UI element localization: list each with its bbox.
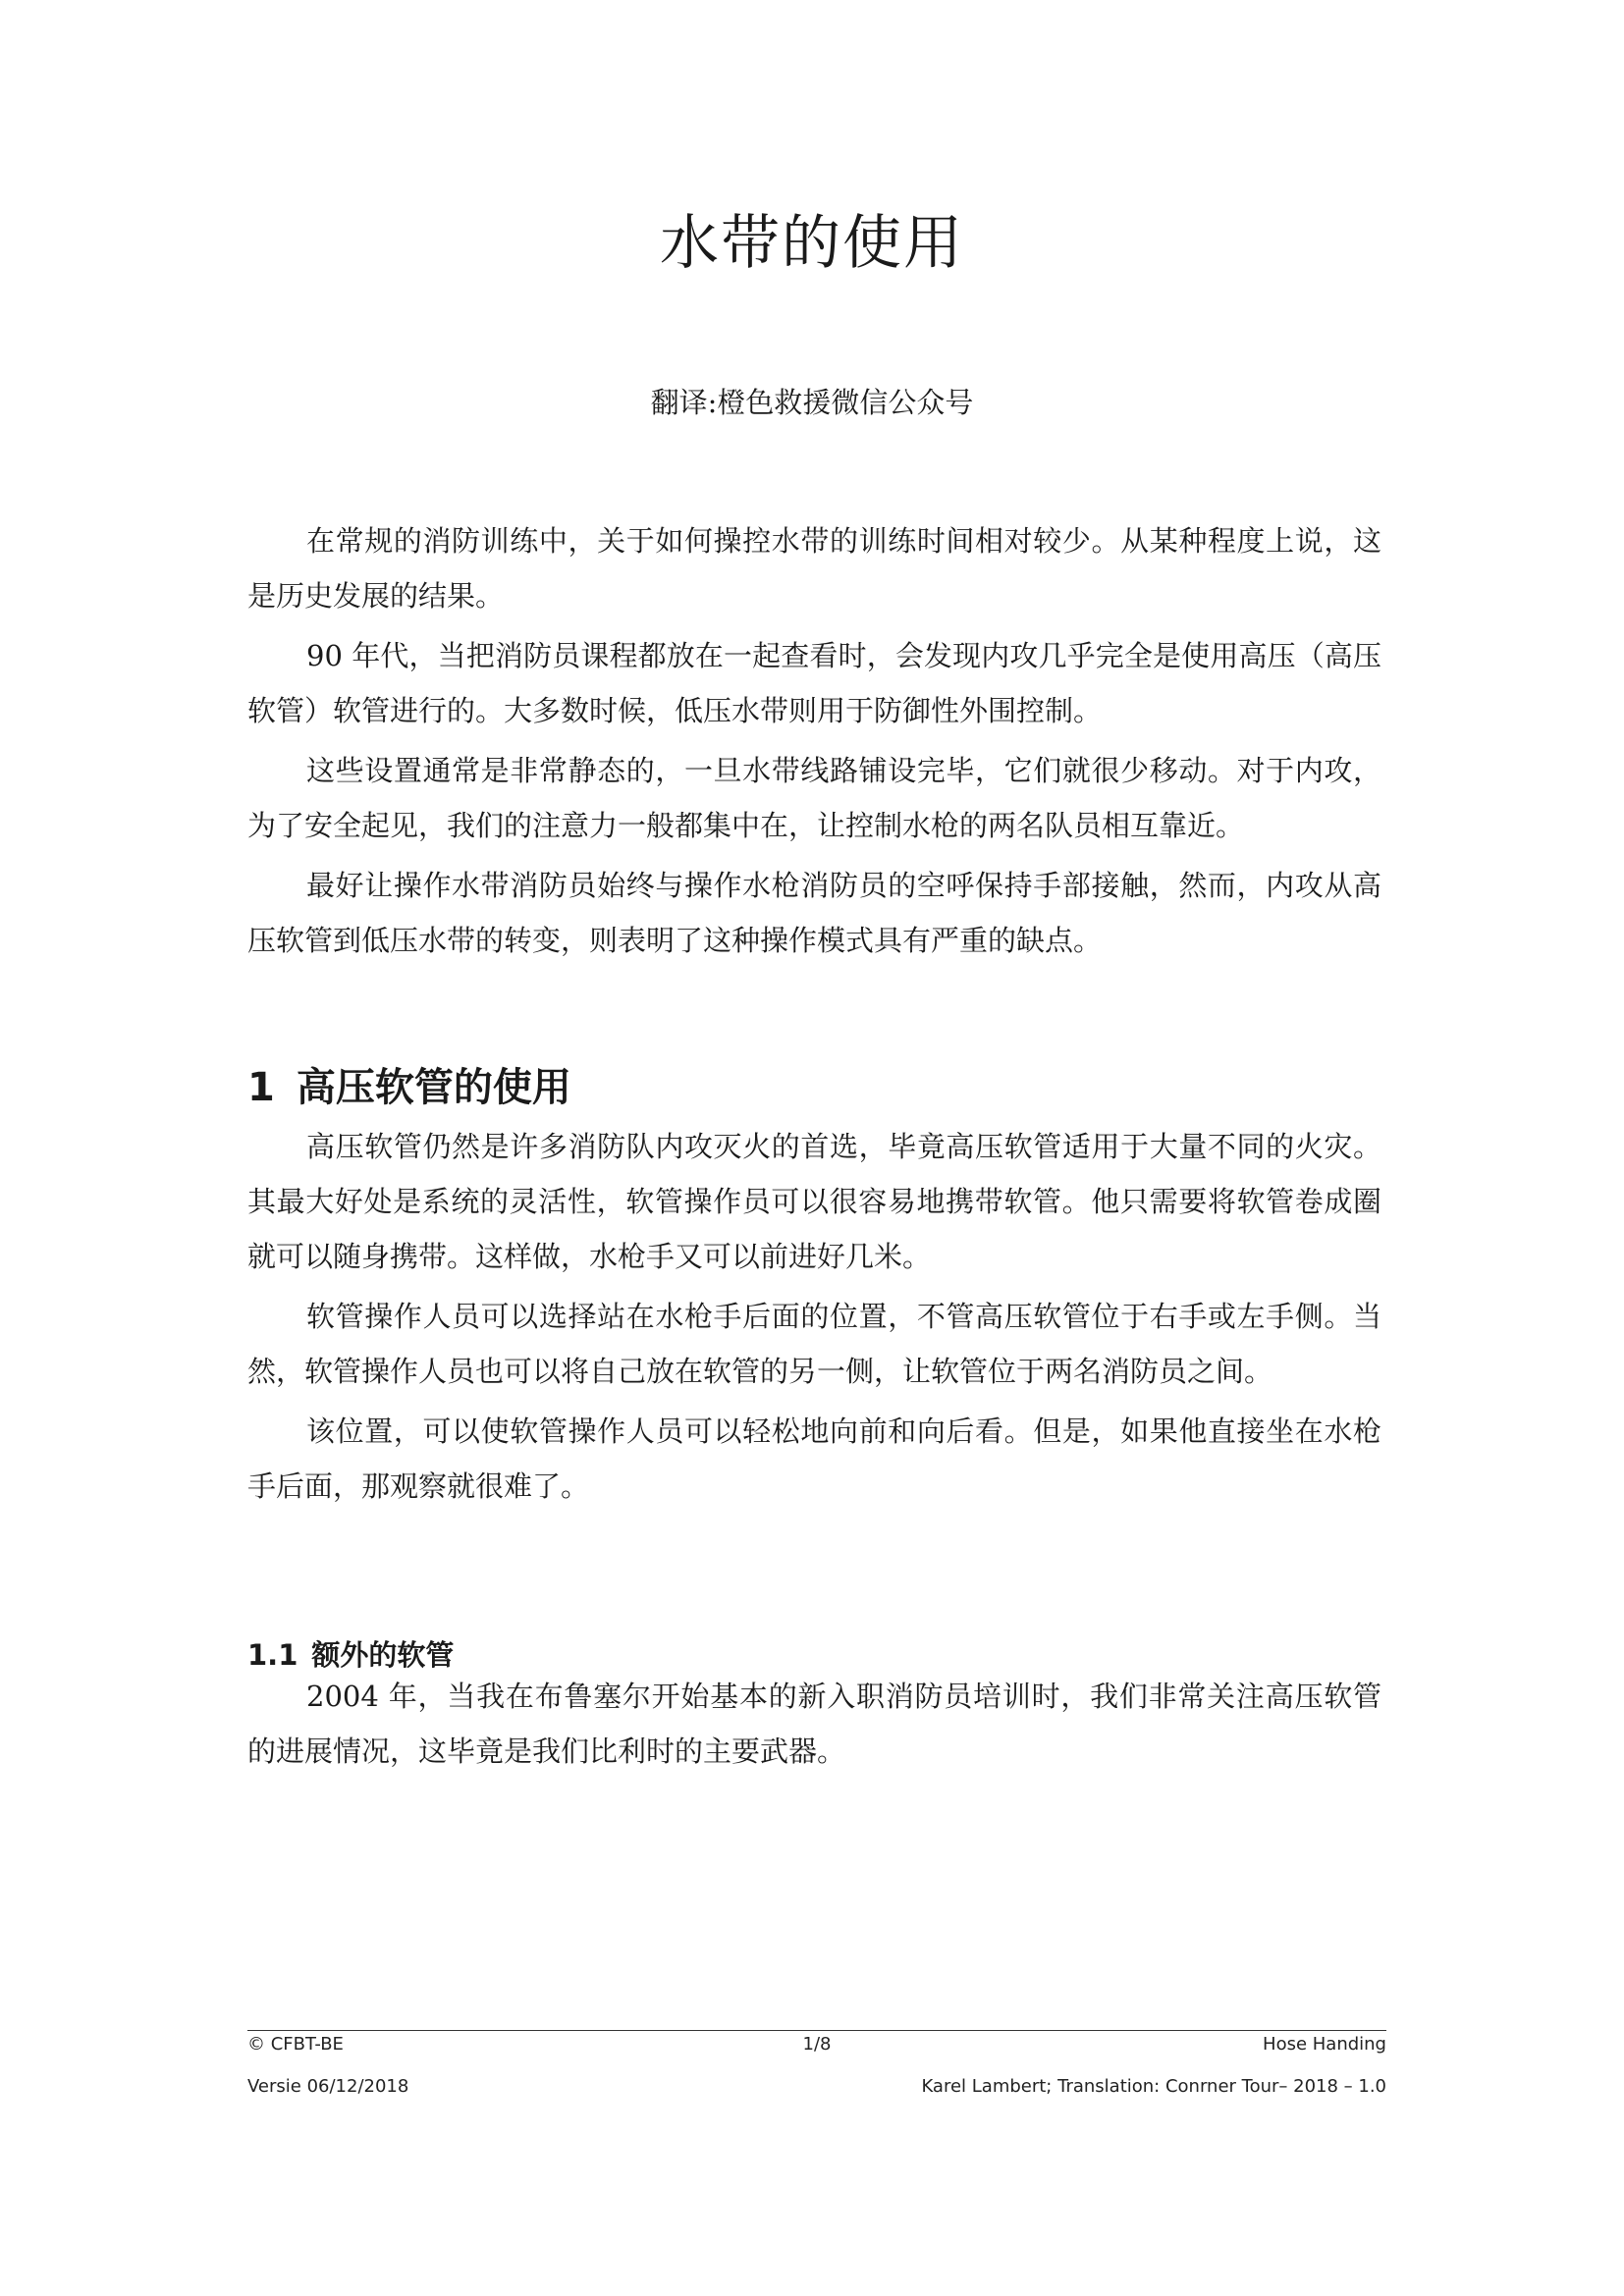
intro-paragraph-3: 这些设置通常是非常静态的，一旦水带线路铺设完毕，它们就很少移动。对于内攻，为了安全起见，我们的注意力一般都集中在，让控制水枪的两名队员相互靠近。: [247, 754, 1381, 842]
document-title: 水带的使用: [660, 209, 964, 278]
section-1-paragraph-3: 该位置，可以使软管操作人员可以轻松地向前和向后看。但是，如果他直接坐在水枪手后面，那观察就很难了。: [247, 1415, 1381, 1503]
footer-document-name: Hose Handing: [1263, 2034, 1386, 2055]
section-1-title: 高压软管的使用: [296, 1065, 571, 1110]
section-1-1-heading: [247, 1633, 454, 1674]
intro-paragraph-4: 最好让操作水带消防员始终与操作水枪消防员的空呼保持手部接触，然而，内攻从高压软管到低压水带的转变，则表明了这种操作模式具有严重的缺点。: [247, 869, 1381, 957]
section-1-paragraph-2: 软管操作人员可以选择站在水枪手后面的位置，不管高压软管位于右手或左手侧。当然，软管操作人员也可以将自己放在软管的另一侧，让软管位于两名消防员之间。: [247, 1300, 1381, 1388]
section-1-1-title: 额外的软管: [311, 1638, 455, 1672]
footer-version: Versie 06/12/2018: [247, 2076, 409, 2097]
section-1-heading: [247, 1056, 571, 1112]
footer-page-number: 1/8: [802, 2034, 832, 2055]
section-1-1-paragraph: 2004 年，当我在布鲁塞尔开始基本的新入职消防员培训时，我们非常关注高压软管的进展情况，这毕竟是我们比利时的主要武器。: [247, 1680, 1381, 1768]
footer-credits: Karel Lambert; Translation: Conrner Tour– 2018 – 1.0: [921, 2076, 1386, 2097]
footer-copyright: © CFBT-BE: [247, 2034, 344, 2055]
section-1-1-number: 1.1: [247, 1638, 298, 1672]
section-1-paragraph-1: 高压软管仍然是许多消防队内攻灭火的首选，毕竟高压软管适用于大量不同的火灾。其最大好处是系统的灵活性，软管操作员可以很容易地携带软管。他只需要将软管卷成圈就可以随身携带。这样做，水枪手又可以前进好几米。: [247, 1130, 1381, 1273]
footer-divider: [247, 2030, 1386, 2031]
translator-credit: 翻译:橙色救援微信公众号: [650, 386, 974, 419]
intro-paragraph-1: 在常规的消防训练中，关于如何操控水带的训练时间相对较少。从某种程度上说，这是历史发展的结果。: [247, 524, 1381, 613]
intro-paragraph-2: 90 年代，当把消防员课程都放在一起查看时，会发现内攻几乎完全是使用高压（高压软管）软管进行的。大多数时候，低压水带则用于防御性外围控制。: [247, 639, 1381, 727]
section-1-number: 1: [247, 1065, 275, 1110]
